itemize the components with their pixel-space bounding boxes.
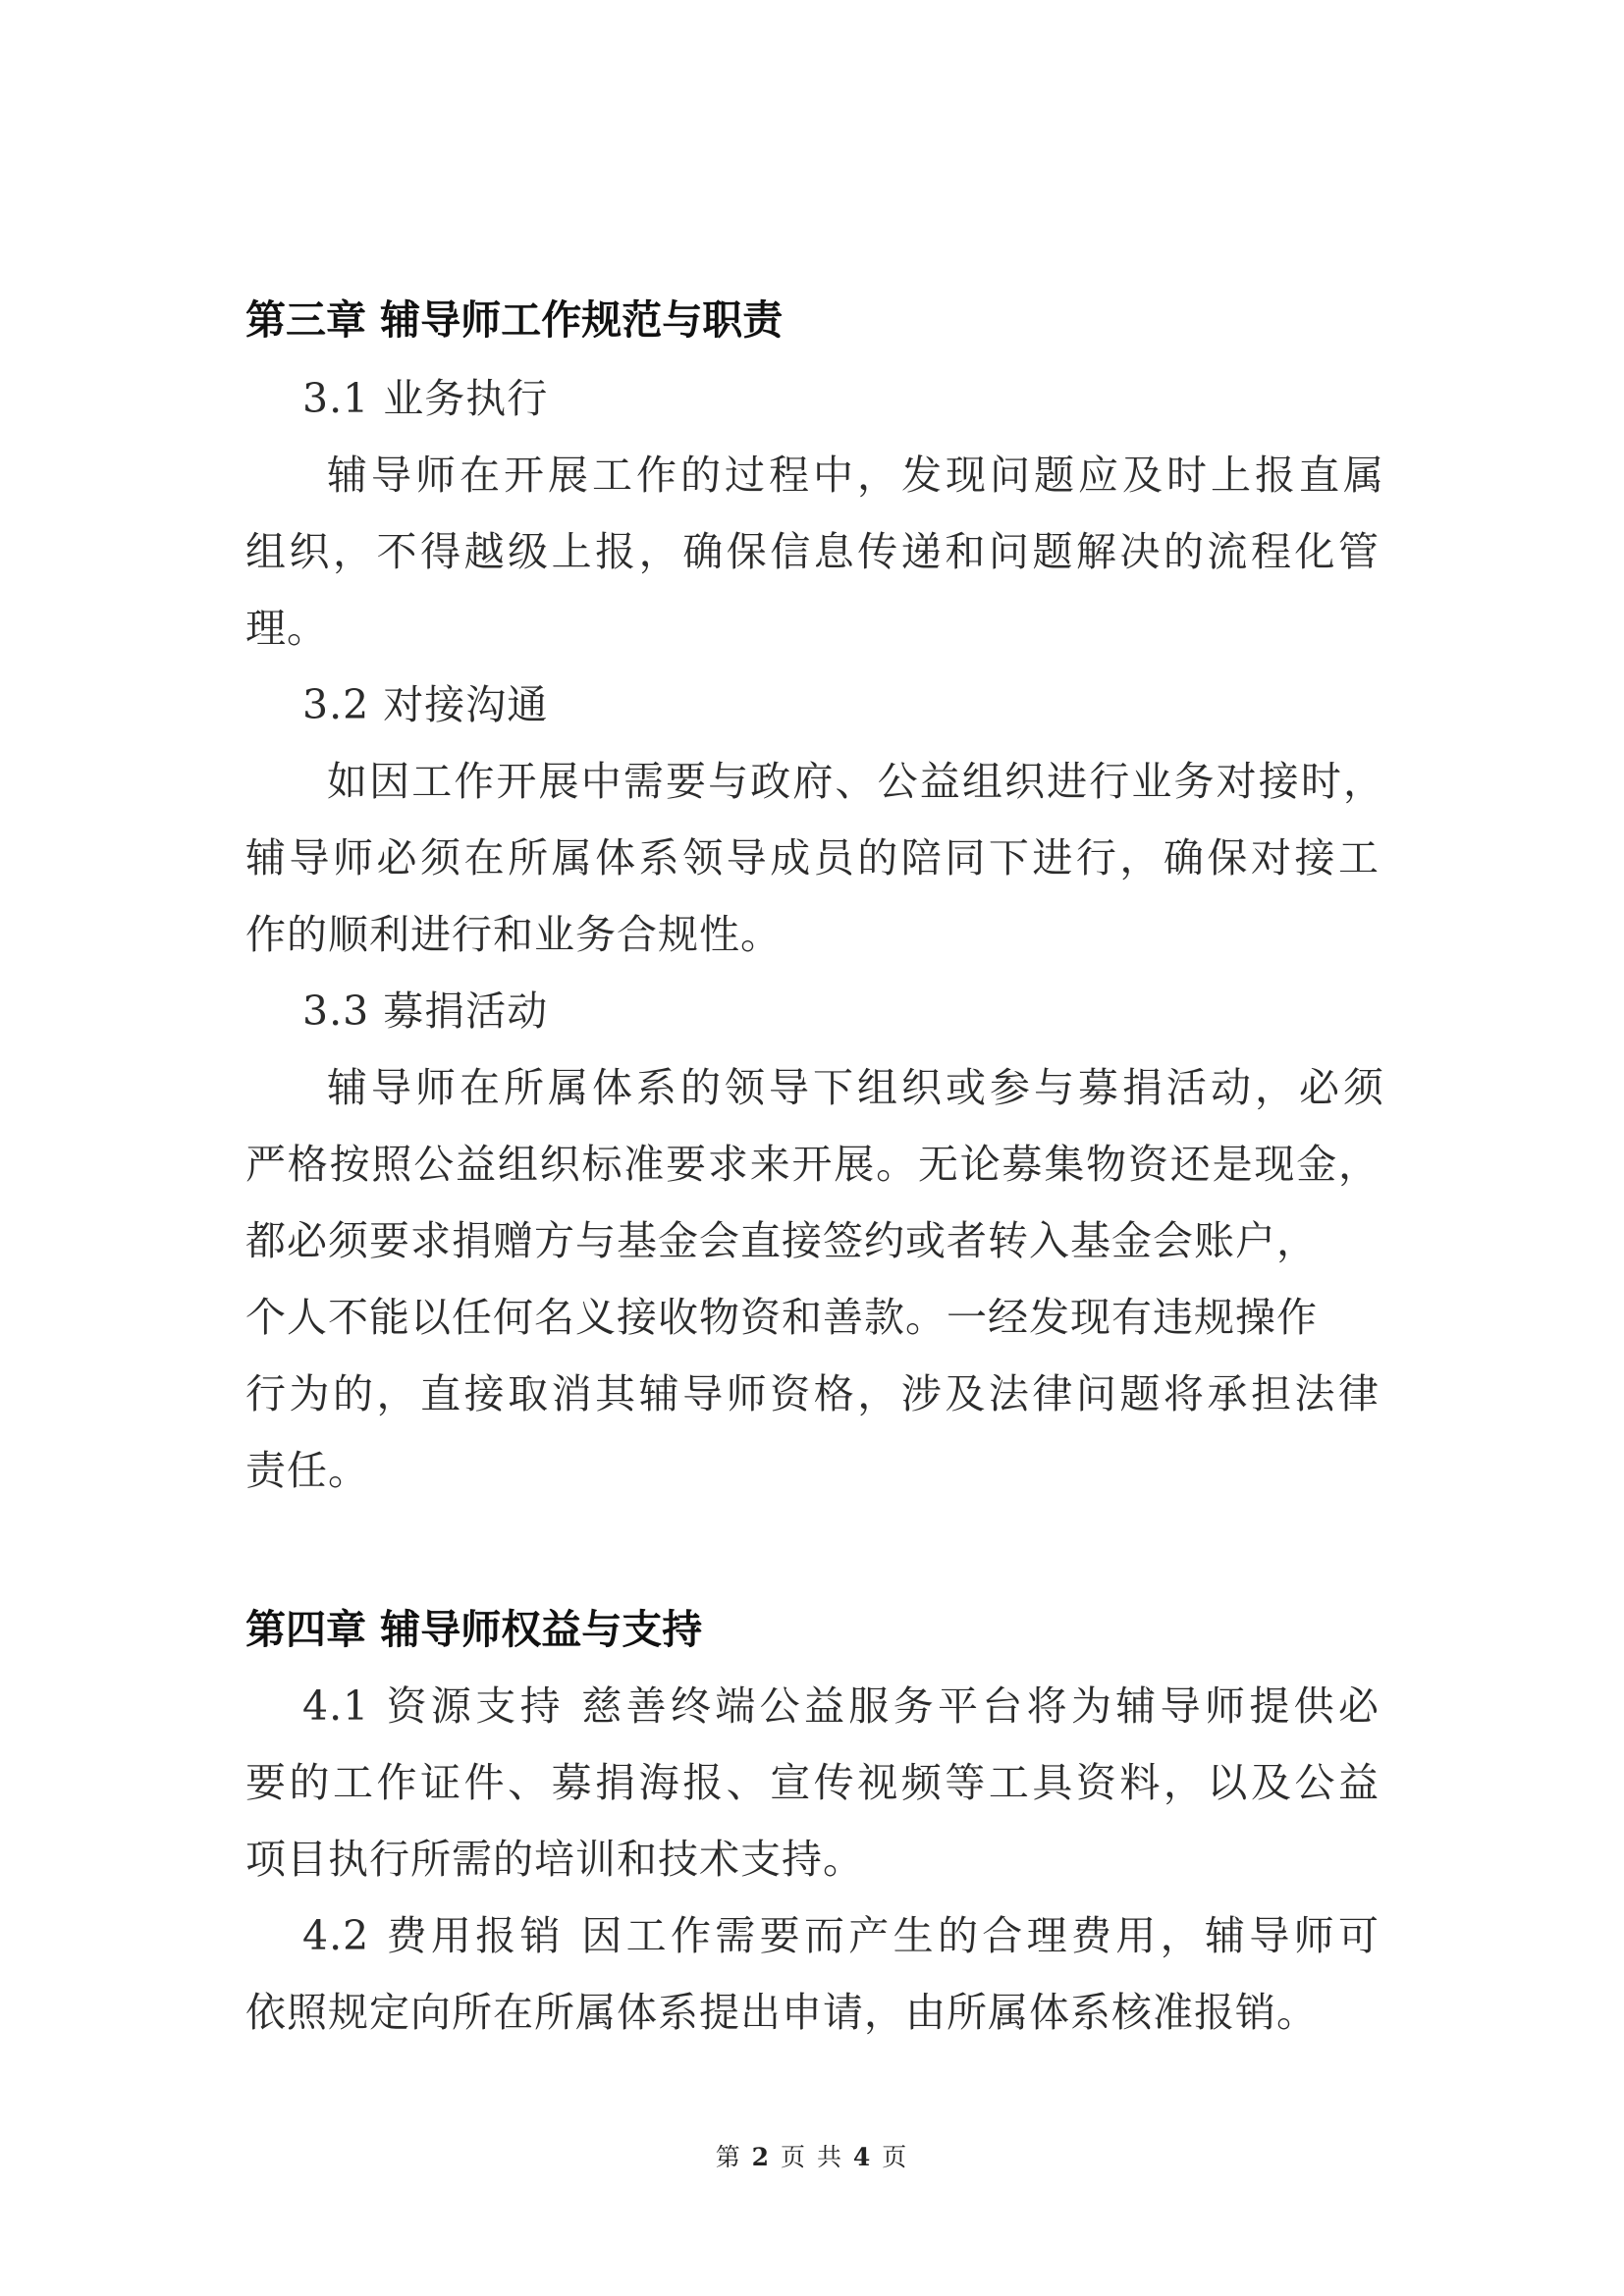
page-footer bbox=[0, 2138, 1624, 2177]
section-3-2-line-2: 辅导师必须在所属体系领导成员的陪同下进行，确保对接工 bbox=[245, 834, 1380, 881]
footer-middle: 页 共 bbox=[781, 2143, 843, 2171]
section-3-3-line-4: 个人不能以任何名义接收物资和善款。一经发现有违规操作 bbox=[245, 1294, 1318, 1341]
section-3-2-line-3: 作的顺利进行和业务合规性。 bbox=[245, 911, 782, 958]
section-4-2-line-1: 4.2 费用报销 因工作需要而产生的合理费用，辅导师可 bbox=[302, 1912, 1380, 1959]
section-3-2-line-1: 如因工作开展中需要与政府、公益组织进行业务对接时， bbox=[327, 758, 1384, 805]
chapter-4-title: 第四章 辅导师权益与支持 bbox=[245, 1606, 703, 1653]
section-3-1-heading: 3.1 业务执行 bbox=[302, 375, 549, 422]
section-4-1-line-3: 项目执行所需的培训和技术支持。 bbox=[245, 1836, 864, 1883]
section-4-2-line-2: 依照规定向所在所属体系提出申请，由所属体系核准报销。 bbox=[245, 1989, 1318, 2036]
section-3-1-line-3: 理。 bbox=[245, 605, 328, 652]
section-3-3-line-1: 辅导师在所属体系的领导下组织或参与募捐活动，必须 bbox=[327, 1064, 1384, 1111]
section-4-1-line-2: 要的工作证件、募捐海报、宣传视频等工具资料，以及公益 bbox=[245, 1759, 1380, 1806]
chapter-3-title: 第三章 辅导师工作规范与职责 bbox=[245, 296, 784, 344]
section-3-3-line-6: 责任。 bbox=[245, 1447, 369, 1494]
current-page-number: 2 bbox=[751, 2143, 772, 2171]
section-3-3-heading: 3.3 募捐活动 bbox=[302, 988, 549, 1035]
section-3-2-heading: 3.2 对接沟通 bbox=[302, 681, 549, 728]
total-page-number: 4 bbox=[852, 2143, 873, 2171]
section-3-3-line-2: 严格按照公益组织标准要求来开展。无论募集物资还是现金， bbox=[245, 1141, 1380, 1188]
section-3-3-line-5: 行为的，直接取消其辅导师资格，涉及法律问题将承担法律 bbox=[245, 1370, 1380, 1417]
section-4-1-line-1: 4.1 资源支持 慈善终端公益服务平台将为辅导师提供必 bbox=[302, 1682, 1380, 1730]
footer-suffix: 页 bbox=[882, 2143, 909, 2171]
footer-prefix: 第 bbox=[715, 2143, 742, 2171]
section-3-1-line-2: 组织，不得越级上报，确保信息传递和问题解决的流程化管 bbox=[245, 528, 1380, 575]
section-3-1-line-1: 辅导师在开展工作的过程中，发现问题应及时上报直属 bbox=[327, 452, 1384, 499]
section-3-3-line-3: 都必须要求捐赠方与基金会直接签约或者转入基金会账户， bbox=[245, 1217, 1318, 1264]
